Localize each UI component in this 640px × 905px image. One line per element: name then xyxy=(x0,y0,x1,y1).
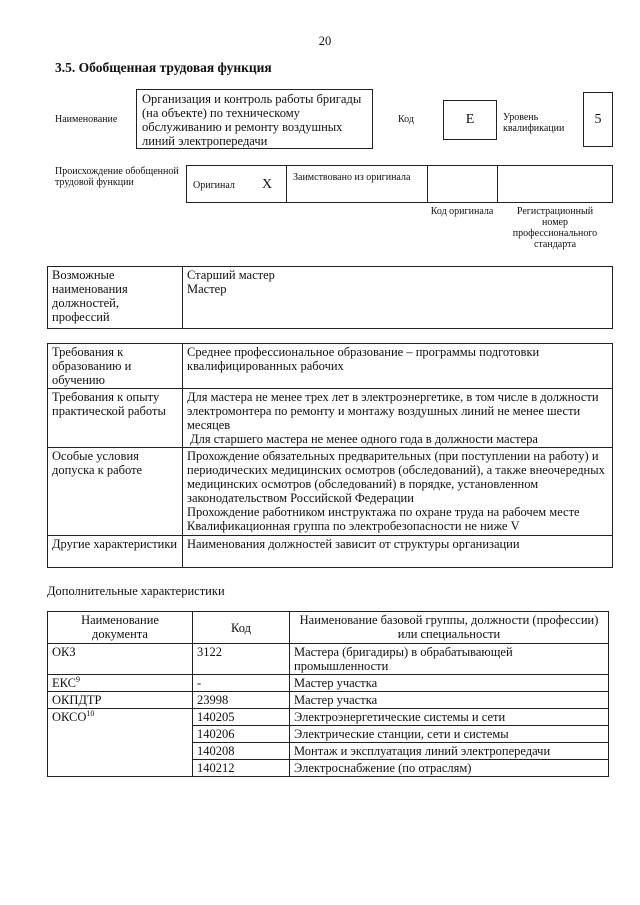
footnote-ref: 10 xyxy=(86,708,95,718)
code-cell: - xyxy=(193,675,290,692)
section-title: 3.5. Обобщенная трудовая функция xyxy=(55,60,272,75)
table-row xyxy=(48,692,609,709)
name-value: Организация и контроль работы бригады (на объекте) по техническому обслуживанию и ремонту воздушных линий электропередачи xyxy=(142,92,362,148)
col-header-code: Код xyxy=(193,612,290,644)
experience-label: Требования к опыту практической работы xyxy=(48,389,183,448)
other-label: Другие характеристики xyxy=(48,536,183,568)
education-label: Требования к образованию и обучению xyxy=(48,344,183,389)
code-cell: 140208 xyxy=(193,743,290,760)
doc-cell: ОКСО$^{10}$ xyxy=(48,709,193,777)
col-header-name: Наименование базовой группы, должности (профессии) или специальности xyxy=(290,612,609,644)
admission-label: Особые условия допуска к работе xyxy=(48,448,183,536)
code-value: E xyxy=(465,112,475,127)
footnote-ref: 9 xyxy=(76,674,80,684)
positions-table xyxy=(47,266,613,329)
positions-label: Возможные наименования должностей, профессий xyxy=(48,267,183,329)
origin-box xyxy=(186,165,613,203)
name-cell: Монтаж и эксплуатация линий электропередачи xyxy=(290,743,609,760)
level-value-box xyxy=(583,92,613,147)
name-label: Наименование xyxy=(55,114,118,125)
table-row xyxy=(48,709,609,726)
additional-table xyxy=(47,611,609,777)
education-value: Среднее профессиональное образование – программы подготовки квалифицированных рабочих xyxy=(183,344,613,389)
code-cell: 140206 xyxy=(193,726,290,743)
borrowed-label: Заимствовано из оригинала xyxy=(293,172,411,183)
experience-value: Для мастера не менее трех лет в электроэнергетике, в том числе в должности электромонтера по ремонту и монтажу воздушных линий не менее шести месяцев Для старшего мастера не менее одного года в должности мастера xyxy=(183,389,613,448)
doc-cell: ОКЗ xyxy=(48,644,193,675)
original-label: Оригинал xyxy=(193,180,235,191)
table-row xyxy=(48,644,609,675)
positions-values xyxy=(183,267,613,329)
reg-number-caption: Регистрационный номер профессионального стандарта xyxy=(512,206,598,250)
doc-cell: ОКПДТР xyxy=(48,692,193,709)
origin-label: Происхождение обобщенной трудовой функции xyxy=(55,166,179,188)
name-cell: Мастер участка xyxy=(290,675,609,692)
other-value: Наименования должностей зависит от структуры организации xyxy=(183,536,613,568)
code-cell: 140205 xyxy=(193,709,290,726)
name-cell: Электроснабжение (по отраслям) xyxy=(290,760,609,777)
code-cell: 140212 xyxy=(193,760,290,777)
position-item: Мастер xyxy=(187,282,227,296)
name-cell: Мастера (бригадиры) в обрабатывающей промышленности xyxy=(290,644,609,675)
position-item: Старший мастер xyxy=(187,268,275,282)
requirements-table xyxy=(47,343,613,568)
code-value-box xyxy=(443,100,497,140)
name-value-box xyxy=(136,89,373,149)
name-cell: Электроэнергетические системы и сети xyxy=(290,709,609,726)
original-mark: X xyxy=(262,177,273,192)
name-cell: Мастер участка xyxy=(290,692,609,709)
level-label: Уровень квалификации xyxy=(503,112,565,134)
table-row xyxy=(48,675,609,692)
code-cell: 3122 xyxy=(193,644,290,675)
page-number: 20 xyxy=(318,34,332,48)
level-value: 5 xyxy=(594,112,602,127)
admission-value: Прохождение обязательных предварительных (при поступлении на работу) и периодических медицинских осмотров (обследований), а также внеочередных медицинских осмотров (обследований) в порядке, установленном законодательством Российской Федерации Прохождение работником инструктажа по охране труда на рабочем месте Квалификационная группа по электробезопасности не ниже V xyxy=(183,448,613,536)
code-cell: 23998 xyxy=(193,692,290,709)
col-header-doc: Наименование документа xyxy=(48,612,193,644)
code-original-caption: Код оригинала xyxy=(430,206,494,217)
additional-title: Дополнительные характеристики xyxy=(47,584,225,598)
name-cell: Электрические станции, сети и системы xyxy=(290,726,609,743)
code-label: Код xyxy=(398,114,414,125)
doc-cell: ЕКС$^9$ xyxy=(48,675,193,692)
